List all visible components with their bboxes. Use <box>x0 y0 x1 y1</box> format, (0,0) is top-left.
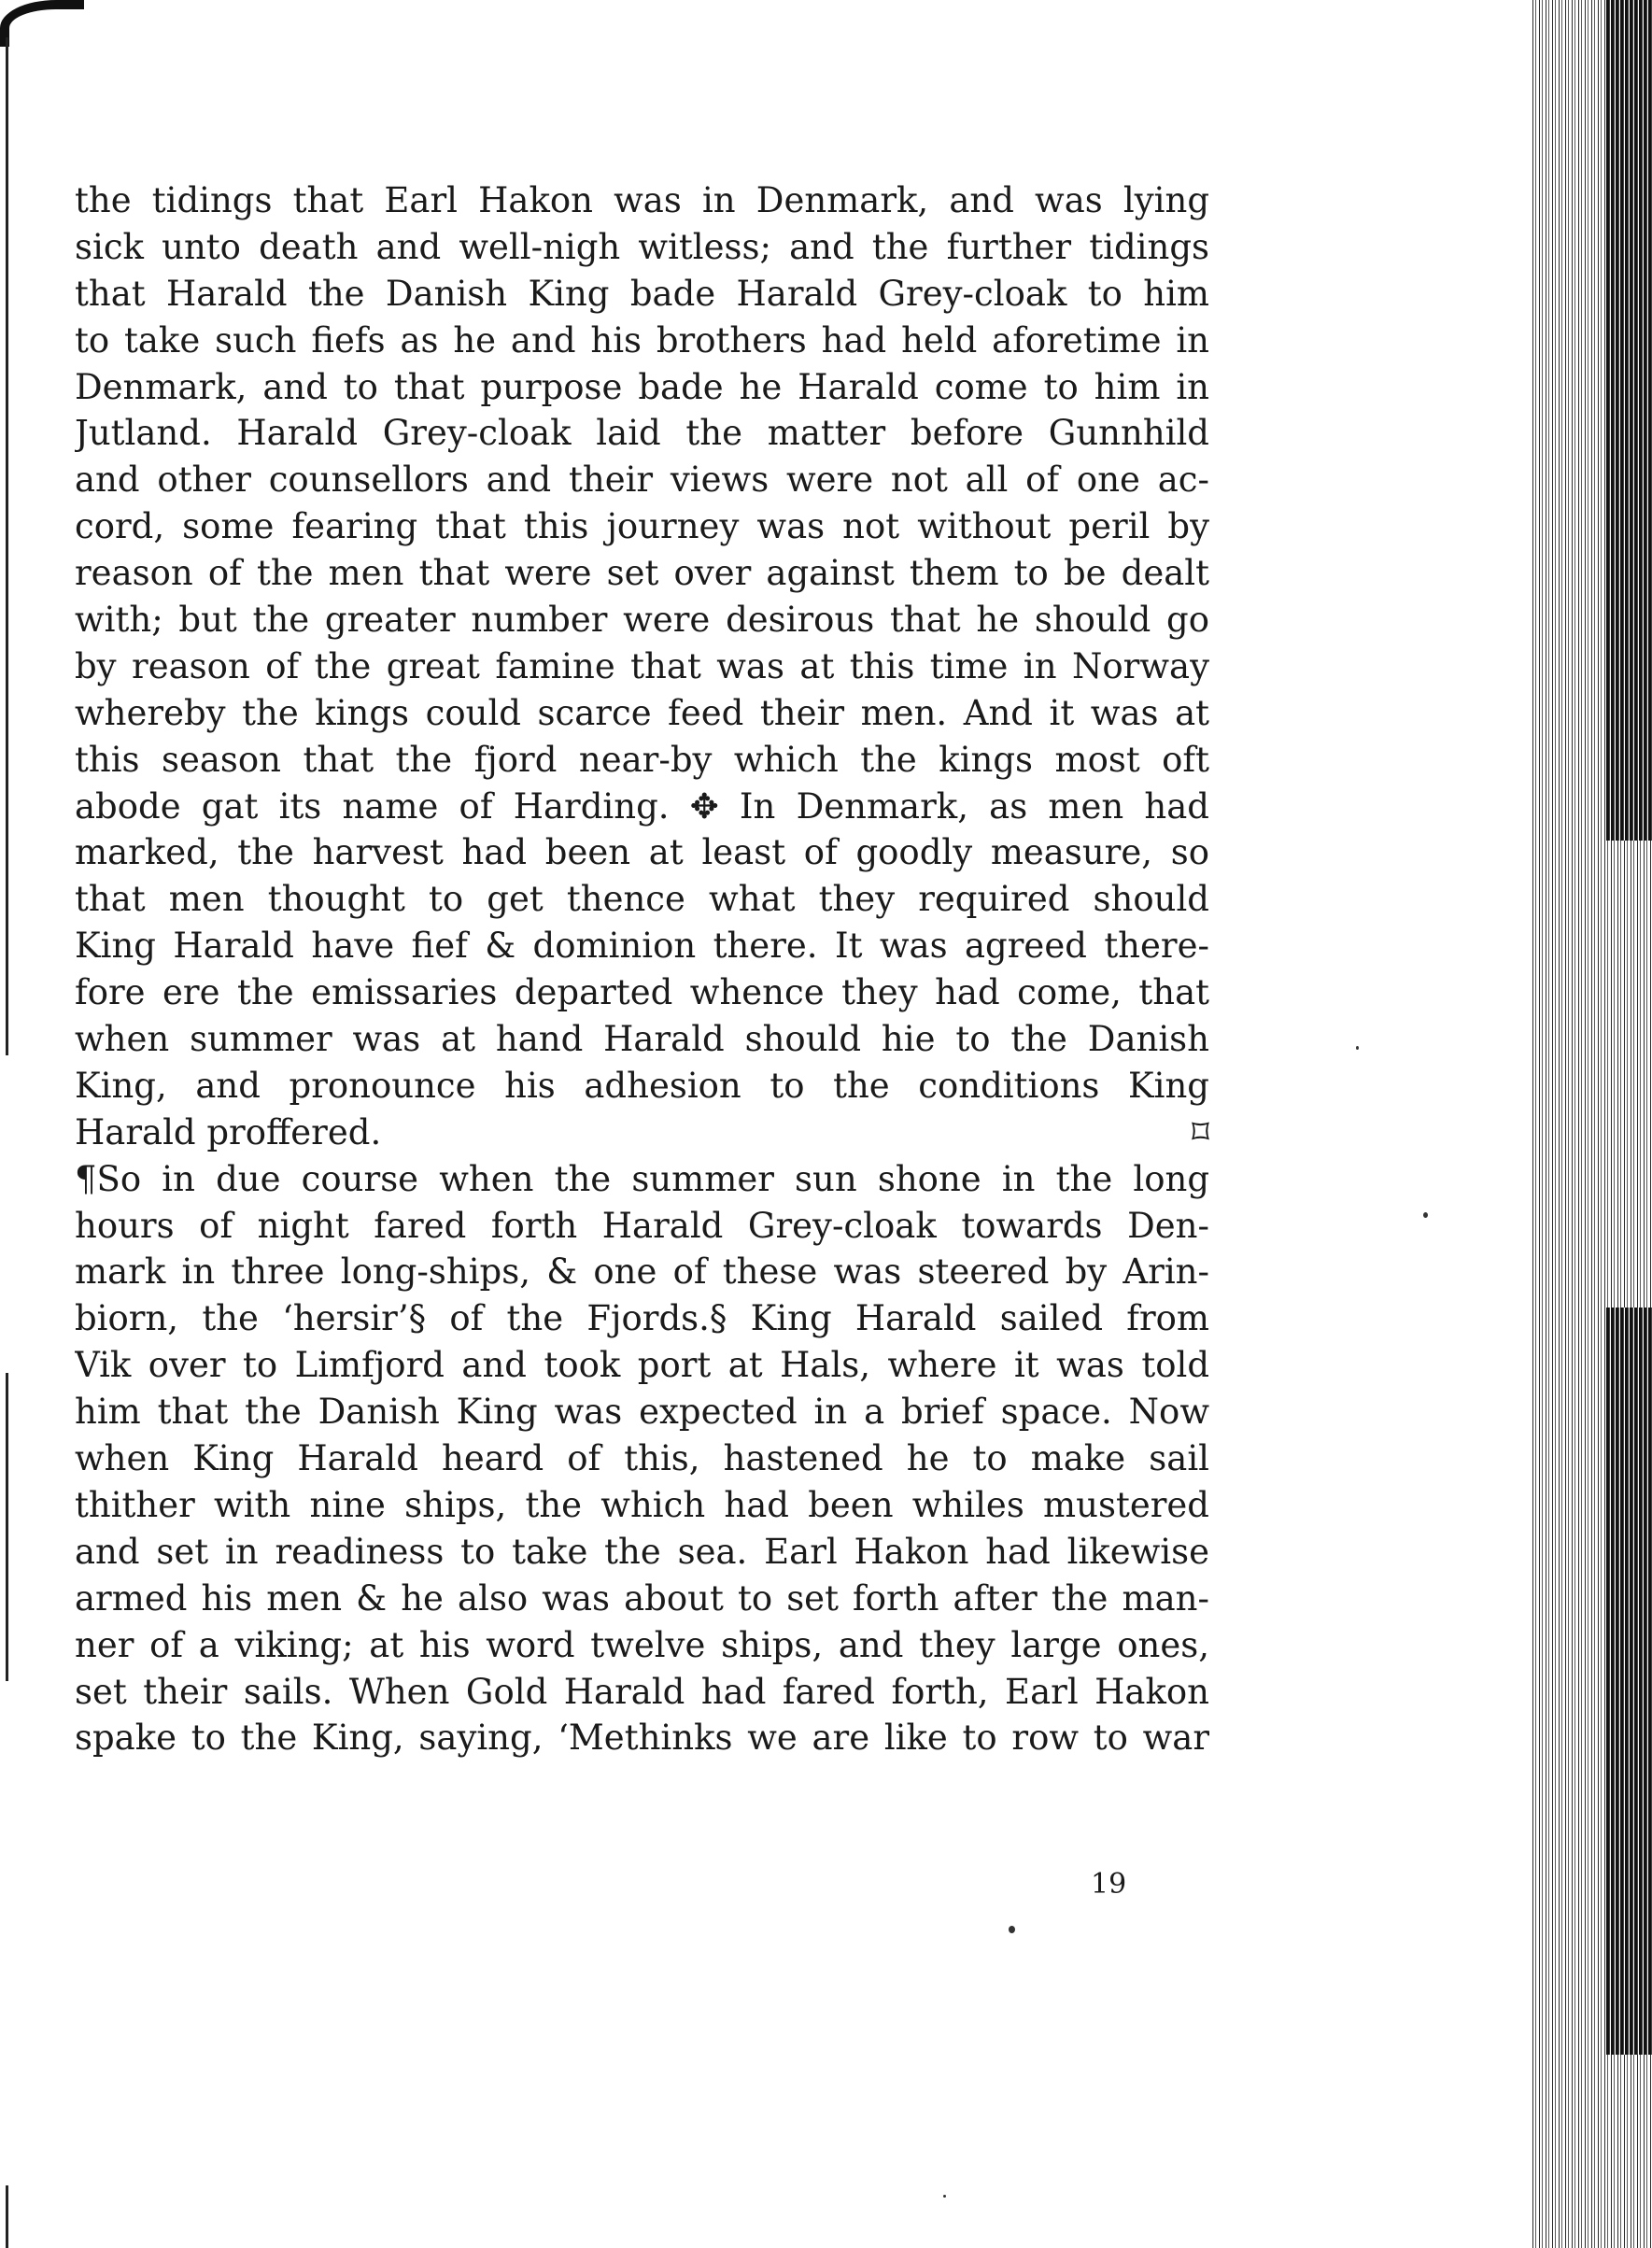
text-line: set their sails. When Gold Harald had fared forth, Earl Hakon <box>75 1671 1209 1712</box>
text-line: sick unto death and well-nigh witless; and the further tidings <box>75 226 1209 267</box>
scan-speck <box>1423 1212 1428 1218</box>
text-line: thither with nine ships, the which had been whiles mustered <box>75 1484 1209 1525</box>
text-line: that Harald the Danish King bade Harald Grey-cloak to him <box>75 273 1209 314</box>
body-text <box>75 177 1209 1761</box>
text-line: Denmark, and to that purpose bade he Harald come to him in <box>75 366 1209 407</box>
scan-speck <box>1009 1926 1015 1933</box>
left-scan-edge-lower <box>6 1373 8 1681</box>
text-line: King, and pronounce his adhesion to the conditions King <box>75 1065 1209 1106</box>
text-line: when summer was at hand Harald should hie to the Danish <box>75 1019 1209 1060</box>
text-line: cord, some fearing that this journey was not without peril by <box>75 506 1209 547</box>
text-line: when King Harald heard of this, hastened he to make sail <box>75 1438 1209 1479</box>
text-line: reason of the men that were set over against them to be dealt <box>75 553 1209 594</box>
text-line: abode gat its name of Harding. ✥ In Denmark, as men had <box>75 785 1209 827</box>
scan-speck <box>1356 1046 1359 1050</box>
text-line: with; but the greater number were desirous that he should go <box>75 600 1209 641</box>
text-line: biorn, the ‘hersir’§ of the Fjords.§ King Harald sailed from <box>75 1298 1209 1339</box>
left-scan-edge <box>6 37 8 1055</box>
text-line: by reason of the great famine that was at this time in Norway <box>75 645 1209 686</box>
text-line: King Harald have fief & dominion there. It was agreed there- <box>75 926 1209 967</box>
paragraph-end-ornament: ⌑ <box>1192 1111 1209 1152</box>
text-line: ner of a viking; at his word twelve ships, and they large ones, <box>75 1624 1209 1665</box>
text-line: to take such fiefs as he and his brothers had held aforetime in <box>75 319 1209 361</box>
text-line: fore ere the emissaries departed whence they had come, that <box>75 972 1209 1013</box>
text-line: ¶So in due course when the summer sun shone in the long <box>75 1158 1209 1199</box>
text-line: the tidings that Earl Hakon was in Denmark, and was lying <box>75 180 1209 220</box>
page-number: 19 <box>1091 1868 1127 1901</box>
text-line: whereby the kings could scarce feed their men. And it was at <box>75 692 1209 733</box>
right-scan-shadow-bottom <box>1606 1308 1652 2055</box>
text-line: spake to the King, saying, ‘Methinks we are like to row to war <box>75 1718 1209 1759</box>
scan-speck <box>943 2195 946 2198</box>
text-line: marked, the harvest had been at least of goodly measure, so <box>75 832 1209 873</box>
text-line: Vik over to Limfjord and took port at Hals, where it was told <box>75 1345 1209 1386</box>
text-line: and other counsellors and their views were not all of one ac- <box>75 459 1209 501</box>
text-line: and set in readiness to take the sea. Earl Hakon had likewise <box>75 1531 1209 1572</box>
left-scan-edge-bottom <box>6 2185 8 2248</box>
text-line: him that the Danish King was expected in a brief space. Now <box>75 1392 1209 1433</box>
last-line-text: Harald proffered. <box>75 1111 382 1152</box>
right-scan-shadow-top <box>1606 0 1652 841</box>
text-line: Jutland. Harald Grey-cloak laid the matter before Gunnhild <box>75 413 1209 454</box>
text-line: this season that the fjord near-by which the kings most oft <box>75 739 1209 780</box>
page-corner-curl <box>0 0 84 47</box>
text-line: armed his men & he also was about to set forth after the man- <box>75 1577 1209 1619</box>
text-line: that men thought to get thence what they required should <box>75 879 1209 920</box>
text-line: hours of night fared forth Harald Grey-cloak towards Den- <box>75 1205 1209 1246</box>
text-line: mark in three long-ships, & one of these was steered by Arin- <box>75 1251 1209 1293</box>
paragraph-last-line <box>75 1110 1209 1156</box>
